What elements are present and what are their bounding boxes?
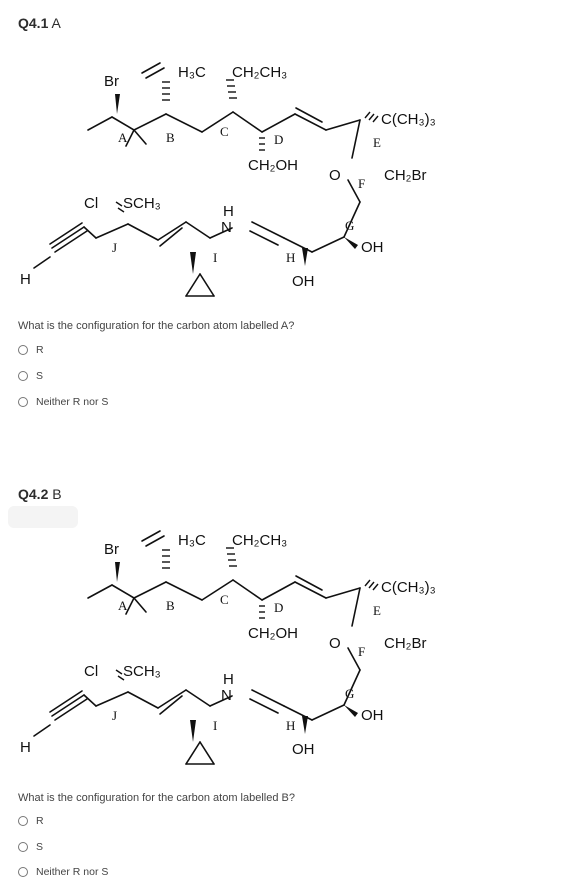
question-heading xyxy=(18,486,62,502)
option-label: Neither R nor S xyxy=(36,396,109,408)
question-letter: A xyxy=(51,15,61,31)
hydrogen-atom-h: H xyxy=(286,718,296,733)
question-letter: B xyxy=(52,486,62,502)
stereocenter-label-a: A xyxy=(118,130,128,145)
option-r[interactable] xyxy=(18,815,44,827)
option-neither[interactable] xyxy=(18,866,108,878)
question-number: Q4.2 xyxy=(18,486,49,502)
tert-butyl-group: C(CH₃)₃ xyxy=(381,111,436,128)
option-s[interactable] xyxy=(18,370,43,382)
stereocenter-label-c: C xyxy=(220,592,229,607)
option-s[interactable] xyxy=(18,841,43,853)
methyl-group: H₃C xyxy=(178,532,206,549)
hydroxyl-group-g: OH xyxy=(361,707,384,724)
alkyne-hydrogen: H xyxy=(20,739,31,756)
option-neither[interactable] xyxy=(18,396,108,408)
oxygen-atom: O xyxy=(329,635,341,652)
option-label: S xyxy=(36,370,44,382)
methyl-group: H₃C xyxy=(178,64,206,81)
question-heading xyxy=(18,15,61,31)
hydrogen-atom-h: H xyxy=(286,250,296,265)
radio-button[interactable] xyxy=(18,842,28,852)
thiomethyl-group: SCH₃ xyxy=(123,663,161,680)
radio-button[interactable] xyxy=(18,867,28,877)
bromine-atom: Br xyxy=(104,73,119,90)
question-prompt: What is the configuration for the carbon atom labelled A? xyxy=(18,320,295,332)
stereocenter-label-f: F xyxy=(358,176,366,191)
question-number: Q4.1 xyxy=(18,15,49,31)
stereocenter-label-j: J xyxy=(112,708,118,723)
stereocenter-label-g: G xyxy=(345,218,355,233)
hydroxyl-group-bottom: OH xyxy=(292,273,315,290)
bromomethyl-group: CH₂Br xyxy=(384,167,427,184)
oxygen-atom: O xyxy=(329,167,341,184)
nitrogen-atom: N xyxy=(221,219,232,236)
option-label: Neither R nor S xyxy=(36,866,109,878)
tert-butyl-group: C(CH₃)₃ xyxy=(381,579,436,596)
stereocenter-label-j: J xyxy=(112,240,118,255)
amine-hydrogen: H xyxy=(223,671,234,688)
thiomethyl-group: SCH₃ xyxy=(123,195,161,212)
radio-button[interactable] xyxy=(18,345,28,355)
hydroxyl-group-g: OH xyxy=(361,239,384,256)
stereocenter-label-b: B xyxy=(166,598,175,613)
stereocenter-label-g: G xyxy=(345,686,355,701)
hydroxyl-group-bottom: OH xyxy=(292,741,315,758)
radio-button[interactable] xyxy=(18,371,28,381)
option-label: S xyxy=(36,841,44,853)
question-prompt: What is the configuration for the carbon atom labelled B? xyxy=(18,792,295,804)
amine-hydrogen: H xyxy=(223,203,234,220)
ethyl-group: CH₂CH₃ xyxy=(232,532,288,549)
stereocenter-label-i: I xyxy=(213,250,218,265)
chlorine-atom: Cl xyxy=(84,195,99,212)
stereocenter-label-i: I xyxy=(213,718,218,733)
stereocenter-label-b: B xyxy=(166,130,175,145)
alkyne-hydrogen: H xyxy=(20,271,31,288)
bromomethyl-group: CH₂Br xyxy=(384,635,427,652)
stereocenter-label-d: D xyxy=(274,132,284,147)
radio-button[interactable] xyxy=(18,397,28,407)
stereocenter-label-a: A xyxy=(118,598,128,613)
option-label: R xyxy=(36,815,44,827)
option-r[interactable] xyxy=(18,344,44,356)
stereocenter-label-f: F xyxy=(358,644,366,659)
stereocenter-label-e: E xyxy=(373,135,381,150)
radio-button[interactable] xyxy=(18,816,28,826)
hydroxymethyl-group: CH₂OH xyxy=(248,157,298,174)
stereocenter-label-d: D xyxy=(274,600,284,615)
bromine-atom: Br xyxy=(104,541,119,558)
molecule-structure xyxy=(0,52,570,352)
option-label: R xyxy=(36,344,44,356)
ethyl-group: CH₂CH₃ xyxy=(232,64,288,81)
stereocenter-label-c: C xyxy=(220,124,229,139)
stereocenter-label-e: E xyxy=(373,603,381,618)
hydroxymethyl-group: CH₂OH xyxy=(248,625,298,642)
molecule-structure xyxy=(0,520,570,820)
nitrogen-atom: N xyxy=(221,687,232,704)
chlorine-atom: Cl xyxy=(84,663,99,680)
